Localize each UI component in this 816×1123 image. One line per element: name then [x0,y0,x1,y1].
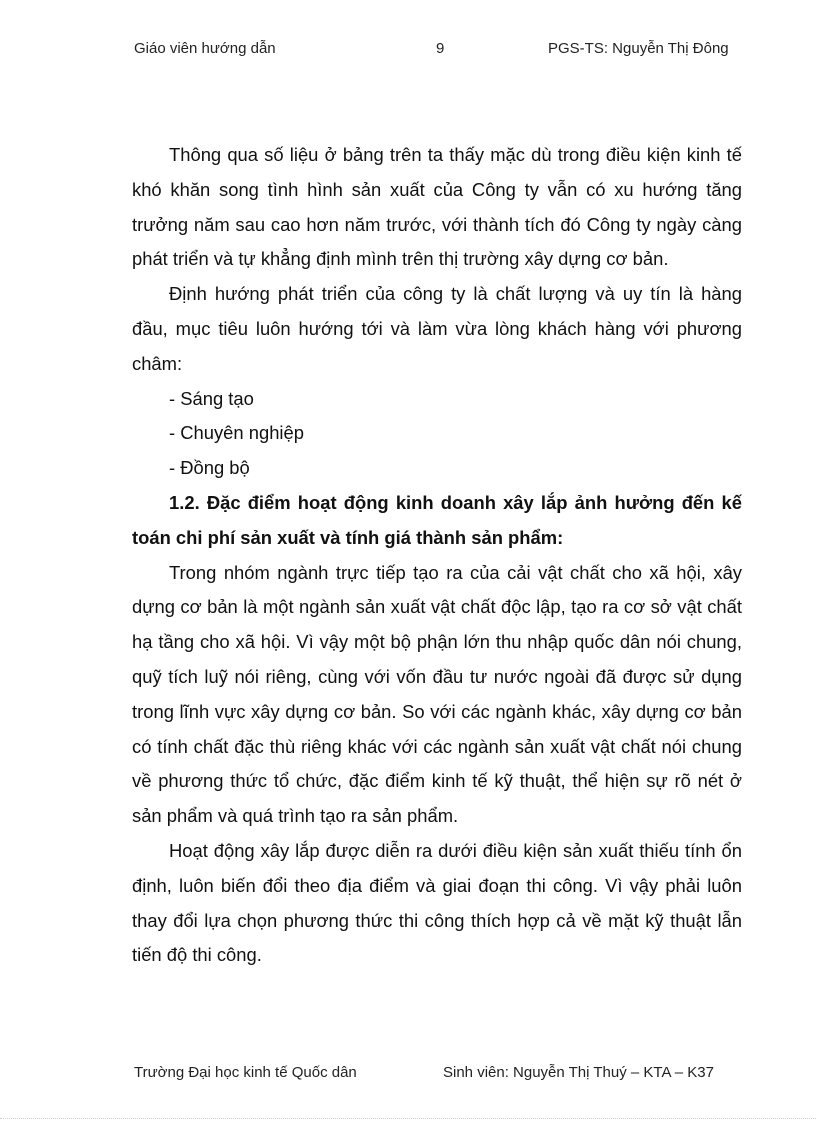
paragraph-4: Hoạt động xây lắp được diễn ra dưới điều kiện sản xuất thiếu tính ổn định, luôn biến đổi theo địa điểm và giai đoạn thi công. Vì vậy phải luôn thay đổi lựa chọn phương thức thi công thích hợp cả về mặt kỹ thuật lẫn tiến độ thi công. [132,839,742,966]
instructor-name: PGS-TS: Nguyễn Thị Đông [548,40,729,57]
university-name: Trường Đại học kinh tế Quốc dân [134,1064,357,1081]
paragraph-2: Định hướng phát triển của công ty là chất lượng và uy tín là hàng đầu, mục tiêu luôn hướng tới và làm vừa lòng khách hàng với phương châm: [132,283,742,374]
document-body [132,138,742,973]
page-number: 9 [436,40,445,57]
page-edge-divider [0,1118,816,1119]
list-item-3: - Đồng bộ [169,457,250,479]
list-item-2: - Chuyên nghiệp [169,422,304,444]
instructor-label: Giáo viên hướng dẫn [134,40,276,57]
student-info: Sinh viên: Nguyễn Thị Thuý – KTA – K37 [443,1064,714,1081]
paragraph-3: Trong nhóm ngành trực tiếp tạo ra của cải vật chất cho xã hội, xây dựng cơ bản là một ngành sản xuất vật chất độc lập, tạo ra cơ sở vật chất hạ tầng cho xã hội. Vì vậy một bộ phận lớn thu nhập quốc dân nói chung, quỹ tích luỹ nói riêng, cùng với vốn đầu tư nước ngoài đã được sử dụng trong lĩnh vực xây dựng cơ bản. So với các ngành khác, xây dựng cơ bản có tính chất đặc thù riêng khác với các ngành sản xuất vật chất nói chung về phương thức tổ chức, đặc điểm kinh tế kỹ thuật, thể hiện sự rõ nét ở sản phẩm và quá trình tạo ra sản phẩm. [132,561,742,827]
paragraph-1: Thông qua số liệu ở bảng trên ta thấy mặc dù trong điều kiện kinh tế khó khăn song tình hình sản xuất của Công ty vẫn có xu hướng tăng trưởng năm sau cao hơn năm trước, với thành tích đó Công ty ngày càng phát triển và tự khẳng định mình trên thị trường xây dựng cơ bản. [132,144,742,270]
page-header [0,40,816,60]
list-item-1: - Sáng tạo [169,387,254,409]
page-footer [0,1064,816,1084]
section-heading: 1.2. Đặc điểm hoạt động kinh doanh xây lắp ảnh hưởng đến kế toán chi phí sản xuất và tính giá thành sản phẩm: [132,491,742,548]
